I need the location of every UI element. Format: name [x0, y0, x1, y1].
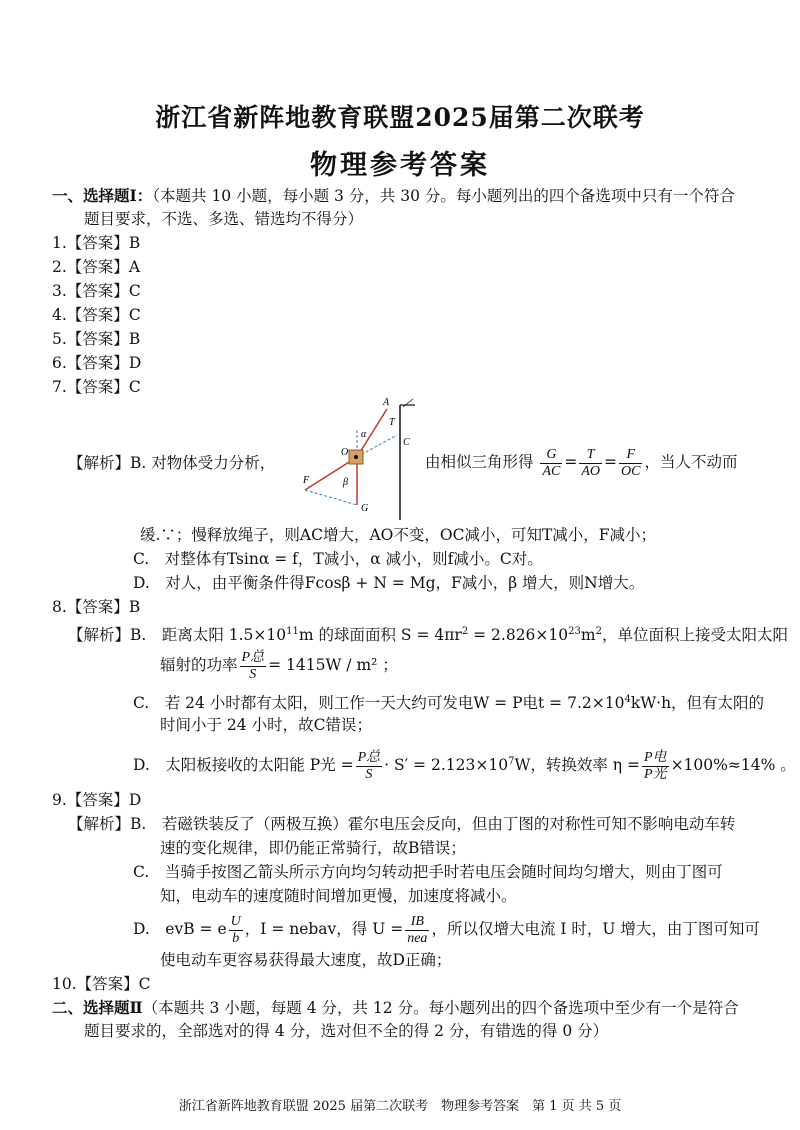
- q8-analysis-b-cont: 辐射的功率 $\frac{\text{P总}}{S}$ = 1415W / m² ；: [160, 649, 398, 682]
- answer-row: 8.【答案】B: [52, 598, 141, 616]
- q9-analysis-c: C. 当骑手按图乙箭头所示方向均匀转动把手时若电压会随时间均匀增大，则由丁图可: [133, 863, 723, 881]
- label-G: G: [361, 503, 369, 514]
- answer-row: 5.【答案】B: [52, 330, 141, 348]
- page-footer: 浙江省新阵地教育联盟 2025 届第二次联考 物理参考答案 第 1 页 共 5 页: [178, 1099, 622, 1114]
- label-alpha: α: [361, 429, 367, 440]
- label-C: C: [403, 437, 410, 448]
- page-title: 浙江省新阵地教育联盟2025届第二次联考: [155, 103, 645, 132]
- answer-row: 2.【答案】A: [52, 258, 141, 276]
- section1-head: 一、选择题Ⅰ：: [52, 186, 153, 205]
- section1-heading: [52, 186, 735, 206]
- label-A: A: [383, 397, 390, 408]
- page-subtitle: 物理参考答案: [310, 150, 490, 181]
- label-beta: β: [343, 477, 348, 488]
- section1-desc-2: 题目要求，不选、多选、错选均不得分）: [84, 210, 364, 228]
- q9-analysis-b: 【解析】B. 若磁铁装反了（两极互换）霍尔电压会反向，但由丁图的对称性可知不影响电动车转: [68, 815, 736, 833]
- q8-analysis-d: D. 太阳板接收的太阳能 P光 = $\frac{\text{P总}}{S}$ · $S' = 2.123\times 10^7W$，转换效率 η = $\frac{\text{P电}}{\text{P光}}$ ×100%≈14% 。: [133, 749, 796, 782]
- section1-desc-1: （本题共 10 小题，每小题 3 分，共 30 分。每小题列出的四个备选项中只有一个符合: [152, 187, 735, 205]
- q7-analysis-d: D. 对人，由平衡条件得Fcosβ + N = Mg，F减小，β 增大，则N增大。: [133, 574, 645, 592]
- label-T: T: [389, 417, 395, 428]
- q8-analysis-b: 【解析】B. 距离太阳 $1.5\times 10^{11}m$ 的球面面积 $S = 4\pi r^2 = 2.826\times 10^{23}m^2$，单位面积上接受太阳太阳: [68, 626, 788, 645]
- q9-analysis-b-cont: 速的变化规律，即仍能正常骑行，故B错误；: [160, 839, 466, 857]
- force-diagram: [285, 395, 425, 525]
- answer-row: 3.【答案】C: [52, 282, 141, 300]
- label-O: O: [341, 447, 349, 458]
- answer-row: 10.【答案】C: [52, 975, 151, 993]
- answer-row: 1.【答案】B: [52, 234, 141, 252]
- section2-head: 二、选择题Ⅱ: [52, 998, 143, 1017]
- q8-analysis-c: C. 若 24 小时都有太阳，则工作一天大约可发电W = P电$t = 7.2\times 10^4kW\cdot h$，但有太阳的: [133, 694, 765, 713]
- answer-row: 4.【答案】C: [52, 306, 141, 324]
- q9-analysis-c-cont: 知，电动车的速度随时间增加更慢，加速度将减小。: [160, 887, 517, 905]
- answer-row: 6.【答案】D: [52, 354, 142, 372]
- answer-row: 9.【答案】D: [52, 791, 142, 809]
- answer-row: 7.【答案】C: [52, 378, 141, 396]
- q9-analysis-d: D. evB = e $\frac{U}{b}$ ，I = nebav，得 U = $\frac{IB}{\text{nea}}$ ，所以仅增大电流 I 时，U 增大，由丁图可知可: [133, 913, 760, 946]
- section2-desc-2: 题目要求的，全部选对的得 4 分，选对但不全的得 2 分，有错选的得 0 分）: [84, 1022, 609, 1040]
- q7-analysis-b-cont: 缓.∵；慢释放绳子，则AC增大，AO不变，OC减小，可知T减小，F减小；: [140, 526, 657, 544]
- section2-desc-1: （本题共 3 小题，每题 4 分，共 12 分。每小题列出的四个备选项中至少有一个是符合: [142, 999, 739, 1017]
- q7-similar-triangles: 由相似三角形得 $\frac{G}{AC}$ = $\frac{T}{AO}$ = $\frac{F}{OC}$ ，当人不动而: [425, 446, 738, 479]
- q9-analysis-d-cont: 使电动车更容易获得最大速度，故D正确；: [160, 951, 452, 969]
- label-F: F: [303, 475, 310, 486]
- q8-analysis-c-cont: 时间小于 24 小时，故C错误；: [160, 716, 372, 734]
- q7-analysis-b: 【解析】B. 对物体受力分析，: [68, 454, 276, 472]
- q7-analysis-c: C. 对整体有Tsinα = f，T减小，α 减小，则f减小。C对。: [133, 550, 543, 568]
- section2-heading: [52, 998, 739, 1018]
